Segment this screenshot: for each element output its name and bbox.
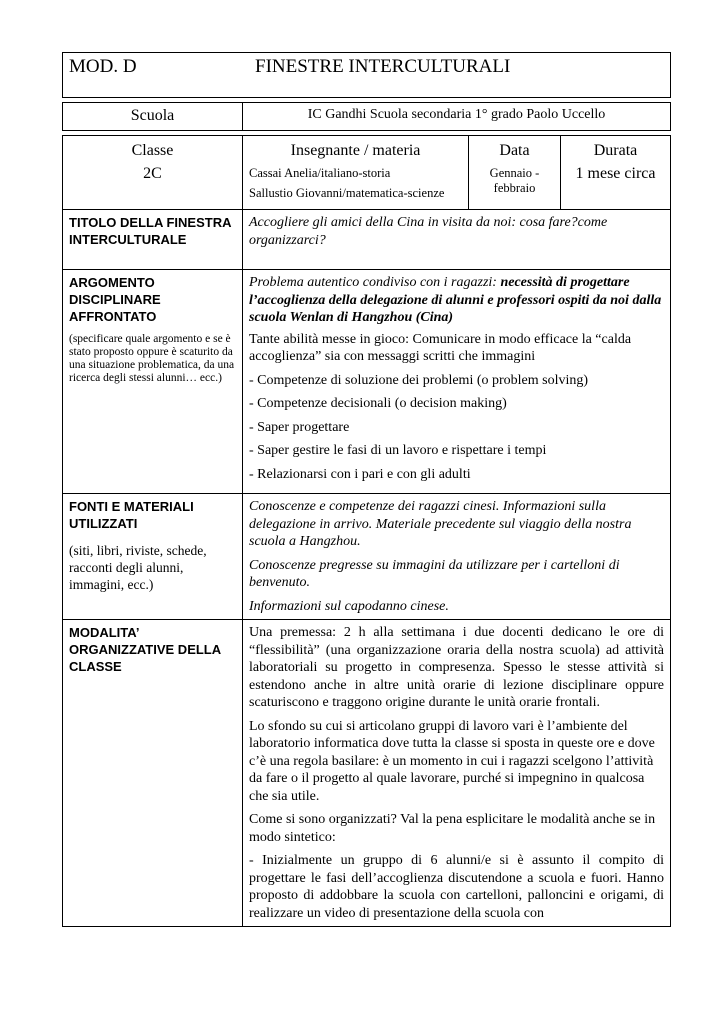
module-code: MOD. D — [69, 56, 137, 77]
duration-label: Durata — [593, 142, 638, 159]
school-table — [62, 102, 671, 131]
argument-intro — [249, 274, 664, 327]
argument-intro-plain: Problema autentico condiviso con i ragazzi: — [249, 275, 501, 290]
date-cell — [469, 136, 561, 210]
class-value: 2C — [143, 165, 162, 182]
argument-content — [243, 270, 671, 494]
module-title: FINESTRE INTERCULTURALI — [255, 56, 511, 77]
class-label: Classe — [131, 142, 174, 159]
sources-note: (siti, libri, riviste, schede, racconti degli alunni, immagini, ecc.) — [69, 543, 207, 592]
class-cell — [63, 136, 243, 210]
list-item: - Saper gestire le fasi di un lavoro e rispettare i tempi — [249, 443, 547, 458]
date-value: Gennaio - febbraio — [489, 166, 540, 195]
teacher-2: Sallustio Giovanni/matematica-scienze — [249, 186, 445, 200]
organization-paragraph: Come si sono organizzati? Val la pena esplicitare le modalità anche se in modo sintetico: — [249, 812, 656, 845]
organization-label: MODALITA’ ORGANIZZATIVE DELLA CLASSE — [63, 620, 243, 927]
teacher-cell — [243, 136, 469, 210]
organization-paragraph: Lo sfondo su cui si articolano gruppi di lavoro vari è l’ambiente del laboratorio informatica dove tutta la classe si sposta in queste ore e dove c’è una regola basilare: è un momento in cui i ragazzi scelgono l’attività da fare o il progetto al quale lavorare, purché si impegnino in qualcosa che sia utile. — [249, 718, 655, 804]
sources-label-cell — [63, 494, 243, 620]
organization-paragraph: - Inizialmente un gruppo di 6 alunni/e si è assunto il compito di progettare le fasi dell’accoglienza discutendone a scuola e fuori. Hanno proposto di addobbare la scuola con cartelloni, palloncini e origami, di realizzare un video di presentazione della scuola con — [249, 853, 664, 921]
header-table — [62, 52, 671, 98]
document-page — [62, 52, 671, 927]
sources-paragraph: Conoscenze e competenze dei ragazzi cinesi. Informazioni sulla delegazione in arrivo. Materiale precedente sul viaggio della nostra scuola a Hangzhou. — [249, 499, 632, 549]
argument-paragraph: Tante abilità messe in gioco: Comunicare in modo efficace la “calda accoglienza” sia con messaggi scritti che immagini — [249, 331, 632, 364]
title-label: TITOLO DELLA FINESTRA INTERCULTURALE — [63, 210, 243, 270]
argument-note: (specificare quale argomento e se è stato proposto oppure è scaturito da una situazione problematica, da una ricerca degli stessi alunni… ecc.) — [69, 333, 235, 384]
school-value: IC Gandhi Scuola secondaria 1° grado Paolo Uccello — [243, 103, 671, 131]
date-label: Data — [499, 142, 530, 159]
organization-paragraph: Una premessa: 2 h alla settimana i due docenti dedicano le ore di “flessibilità” (una organizzazione oraria della nostra scuola) ad attività laboratoriali su progetto in compresenza. Spesso le stesse attività si estendono anche in altre unità orarie di lezione disciplinare oppure scaturiscono e traggono origine durante le unità orarie frontali. — [249, 625, 664, 710]
list-item: - Saper progettare — [249, 419, 350, 435]
list-item: - Relazionarsi con i pari e con gli adulti — [249, 466, 471, 482]
argument-label-cell — [63, 270, 243, 494]
form-table — [62, 135, 671, 927]
duration-value: 1 mese circa — [575, 165, 656, 182]
school-label: Scuola — [63, 103, 243, 131]
sources-paragraph: Conoscenze pregresse su immagini da utilizzare per i cartelloni di benvenuto. — [249, 557, 620, 590]
sources-content — [243, 494, 671, 620]
teacher-label: Insegnante / materia — [290, 142, 421, 159]
list-item: - Competenze di soluzione dei problemi (o problem solving) — [249, 372, 589, 388]
module-header — [63, 53, 671, 98]
teacher-1: Cassai Anelia/italiano-storia — [249, 166, 391, 180]
organization-content — [243, 620, 671, 927]
duration-cell — [561, 136, 671, 210]
argument-label: ARGOMENTO DISCIPLINARE AFFRONTATO — [69, 275, 161, 324]
list-item: - Competenze decisionali (o decision making) — [249, 396, 507, 411]
argument-intro-bold: necessità di progettare l’accoglienza della delegazione di alunni e professori ospiti da noi dalla scuola Wenlan di Hangzhou (Cina) — [249, 275, 662, 325]
sources-paragraph: Informazioni sul capodanno cinese. — [249, 598, 449, 614]
title-value: Accogliere gli amici della Cina in visita da noi: cosa fare?come organizzarci? — [243, 210, 671, 270]
sources-label: FONTI E MATERIALI UTILIZZATI — [69, 499, 194, 531]
